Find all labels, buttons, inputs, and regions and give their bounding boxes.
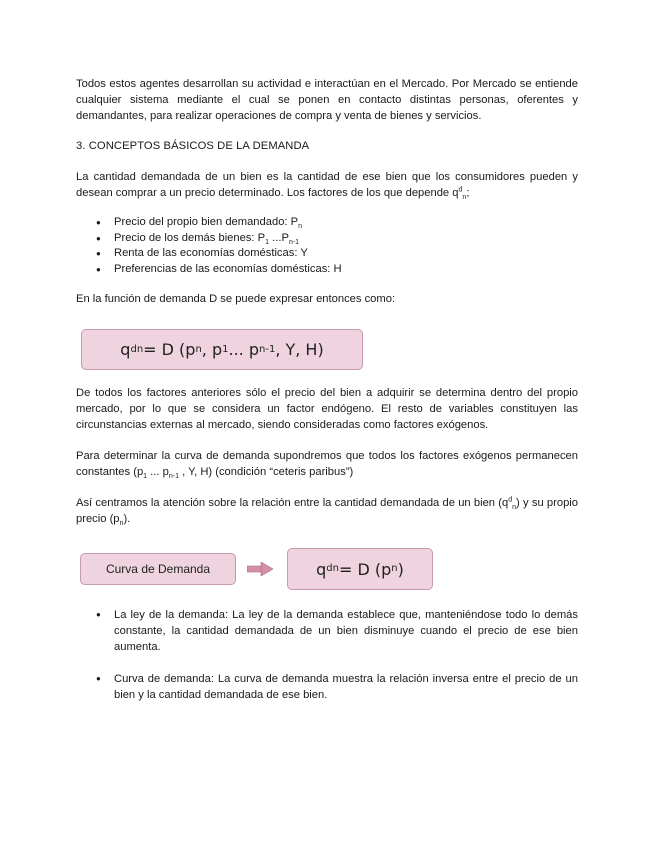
q-superscript: d bbox=[458, 186, 463, 194]
formula-eq: = D (p bbox=[338, 559, 392, 579]
focus-mid: ) y su propio precio (p bbox=[76, 497, 579, 525]
p-subscript: n-1 bbox=[168, 473, 179, 481]
list-item: ● Curva de demanda: La curva de demanda muestra la relación inversa entre el precio de un bien y la cantidad demandada de ese bien. bbox=[76, 671, 578, 703]
list-item: ● La ley de la demanda: La ley de la demanda establece que, manteniéndose todo lo demás constante, la cantidad demandada de un bien disminuye cuando el precio de ese bien aumenta. bbox=[76, 607, 578, 655]
function-intro: En la función de demanda D se puede expresar entonces como: bbox=[76, 293, 396, 305]
list-item: ● Preferencias de las economías domésticas: H bbox=[76, 262, 578, 278]
q-subscript: n bbox=[462, 194, 467, 202]
focus-text: Así centramos la atención sobre la relación entre la cantidad demandada de un bien (q bbox=[76, 497, 509, 509]
formula-part: , p bbox=[201, 340, 223, 359]
intro-paragraph: Todos estos agentes desarrollan su actividad e interactúan en el Mercado. Por Mercado se entiende cualquier sistema mediante el cual se ponen en contacto distintas personas, oferentes y demandantes, para realizar operaciones de compra y venta de bienes y servicios. bbox=[76, 78, 578, 122]
factor-mid: ...P bbox=[269, 231, 289, 244]
endogenous-paragraph: De todos los factores anteriores sólo el precio del bien a adquirir se determina dentro del propio mercado, por lo que se considera un factor endógeno. El resto de variables constituyen las circunstancias externas al mercado, siendo consideradas como factores exógenos. bbox=[76, 387, 578, 431]
factor-text: Precio del propio bien demandado: P bbox=[114, 216, 299, 228]
formula-q: q bbox=[316, 559, 327, 579]
ceteris-text: Para determinar la curva de demanda supondremos que todos los factores exógenos permanecen constantes (p bbox=[76, 450, 578, 478]
section-heading: 3. CONCEPTOS BÁSICOS DE LA DEMANDA bbox=[76, 140, 310, 152]
definitions-list bbox=[76, 607, 578, 703]
definition-paragraph bbox=[76, 169, 578, 201]
ceteris-end: , Y, H) (condición “ceteris paribus”) bbox=[178, 466, 354, 478]
formula-eq: = D (p bbox=[143, 340, 196, 359]
focus-paragraph bbox=[76, 495, 578, 527]
demand-curve-formula: q d n = D (p n ) bbox=[287, 548, 433, 590]
formula-q: q bbox=[120, 340, 131, 359]
factor-subscript: n-1 bbox=[288, 238, 300, 246]
factor-text: Precio de los demás bienes: P bbox=[114, 231, 266, 244]
formula-part: ... p bbox=[228, 340, 259, 359]
q-subscript: n bbox=[512, 504, 517, 512]
list-item: ● Renta de las economías domésticas: Y bbox=[76, 246, 578, 262]
right-arrow-icon bbox=[247, 562, 273, 576]
factor-subscript: n bbox=[298, 223, 303, 231]
demand-curve-label-box bbox=[80, 553, 236, 585]
focus-end: ). bbox=[123, 513, 131, 525]
definition-end: ; bbox=[466, 187, 470, 199]
factors-list bbox=[76, 215, 578, 277]
formula-end: , Y, H) bbox=[275, 340, 324, 359]
list-item bbox=[76, 215, 578, 231]
q-superscript: d bbox=[508, 496, 513, 504]
list-item bbox=[76, 231, 578, 247]
factor-subscript: 1 bbox=[265, 238, 270, 246]
ceteris-paragraph bbox=[76, 448, 578, 480]
document-body bbox=[76, 76, 578, 703]
formula-end: ) bbox=[397, 559, 404, 579]
demand-function-formula: q d n = D (p n , p 1 ... p n-1 , Y, H) bbox=[81, 329, 363, 370]
p-subscript: n bbox=[119, 520, 124, 528]
demand-curve-label: Curva de Demanda bbox=[105, 562, 211, 576]
ceteris-mid: ... p bbox=[147, 466, 169, 478]
definition-text: La cantidad demandada de un bien es la cantidad de ese bien que los consumidores pueden y desean comprar a un precio determinado. Los factores de los que depende q bbox=[76, 171, 578, 199]
p-subscript: 1 bbox=[143, 473, 148, 481]
